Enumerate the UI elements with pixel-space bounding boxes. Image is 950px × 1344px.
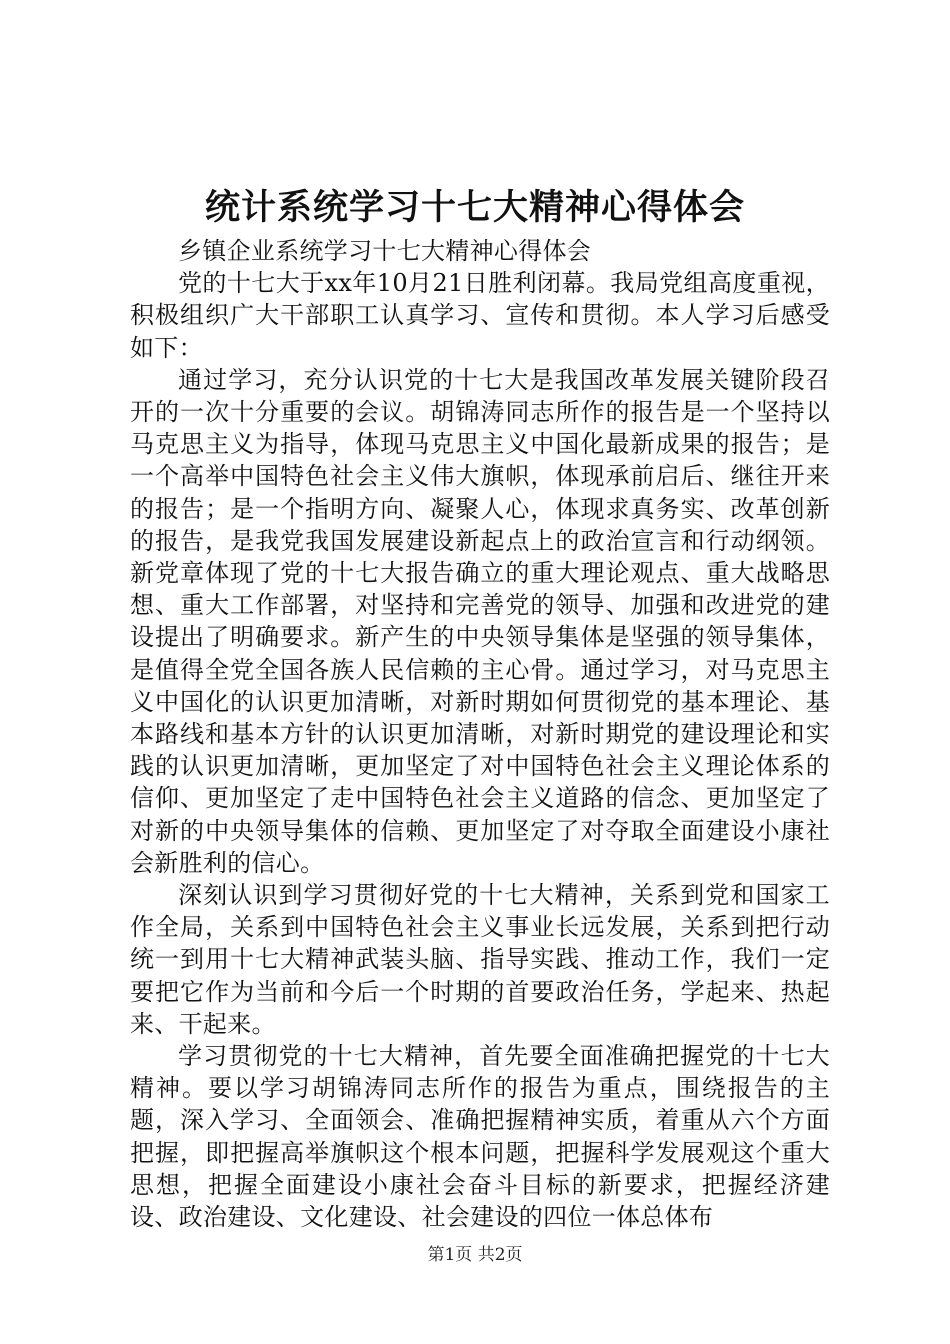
paragraph-understanding: 通过学习，充分认识党的十七大是我国改革发展关键阶段召开的一次十分重要的会议。胡锦涛同志所作的报告是一个坚持以马克思主义为指导，体现马克思主义中国化最新成果的报告；是一个高举中国特色社会主义伟大旗帜，体现承前启后、继往开来的报告；是一个指明方向、凝聚人心，体现求真务实、改革创新的报告，是我党我国发展建设新起点上的政治宣言和行动纲领。新党章体现了党的十七大报告确立的重大理论观点、重大战略思想、重大工作部署，对坚持和完善党的领导、加强和改进党的建设提出了明确要求。新产生的中央领导集体是坚强的领导集体，是值得全党全国各族人民信赖的主心骨。通过学习，对马克思主义中国化的认识更加清晰，对新时期如何贯彻党的基本理论、基本路线和基本方针的认识更加清晰，对新时期党的建设理论和实践的认识更加清晰，更加坚定了对中国特色社会主义理论体系的信仰、更加坚定了走中国特色社会主义道路的信念、更加坚定了对新的中央领导集体的信赖、更加坚定了对夺取全面建设小康社会新胜利的信心。 — [130, 365, 830, 877]
paragraph-intro: 党的十七大于xx年10月21日胜利闭幕。我局党组高度重视，积极组织广大干部职工认真学习、宣传和贯彻。本人学习后感受如下： — [130, 269, 830, 362]
paragraph-grasp: 学习贯彻党的十七大精神，首先要全面准确把握党的十七大精神。要以学习胡锦涛同志所作的报告为重点，围绕报告的主题，深入学习、全面领会、准确把握精神实质，着重从六个方面把握，即把握高举旗帜这个根本问题，把握科学发展观这个重大思想，把握全面建设小康社会奋斗目标的新要求，把握经济建设、政治建设、文化建设、社会建设的四位一体总体布 — [130, 1042, 830, 1232]
paragraph-subtitle: 乡镇企业系统学习十七大精神心得体会 — [178, 237, 592, 265]
paragraph-significance: 深刻认识到学习贯彻好党的十七大精神，关系到党和国家工作全局，关系到中国特色社会主义事业长远发展，关系到把行动统一到用十七大精神武装头脑、指导实践、推动工作，我们一定要把它作为当前和今后一个时期的首要政治任务，学起来、热起来、干起来。 — [130, 881, 830, 1038]
document-body — [130, 235, 830, 1233]
document-title: 统计系统学习十七大精神心得体会 — [204, 187, 745, 228]
page-footer: 第1页 共2页 — [427, 1245, 523, 1265]
